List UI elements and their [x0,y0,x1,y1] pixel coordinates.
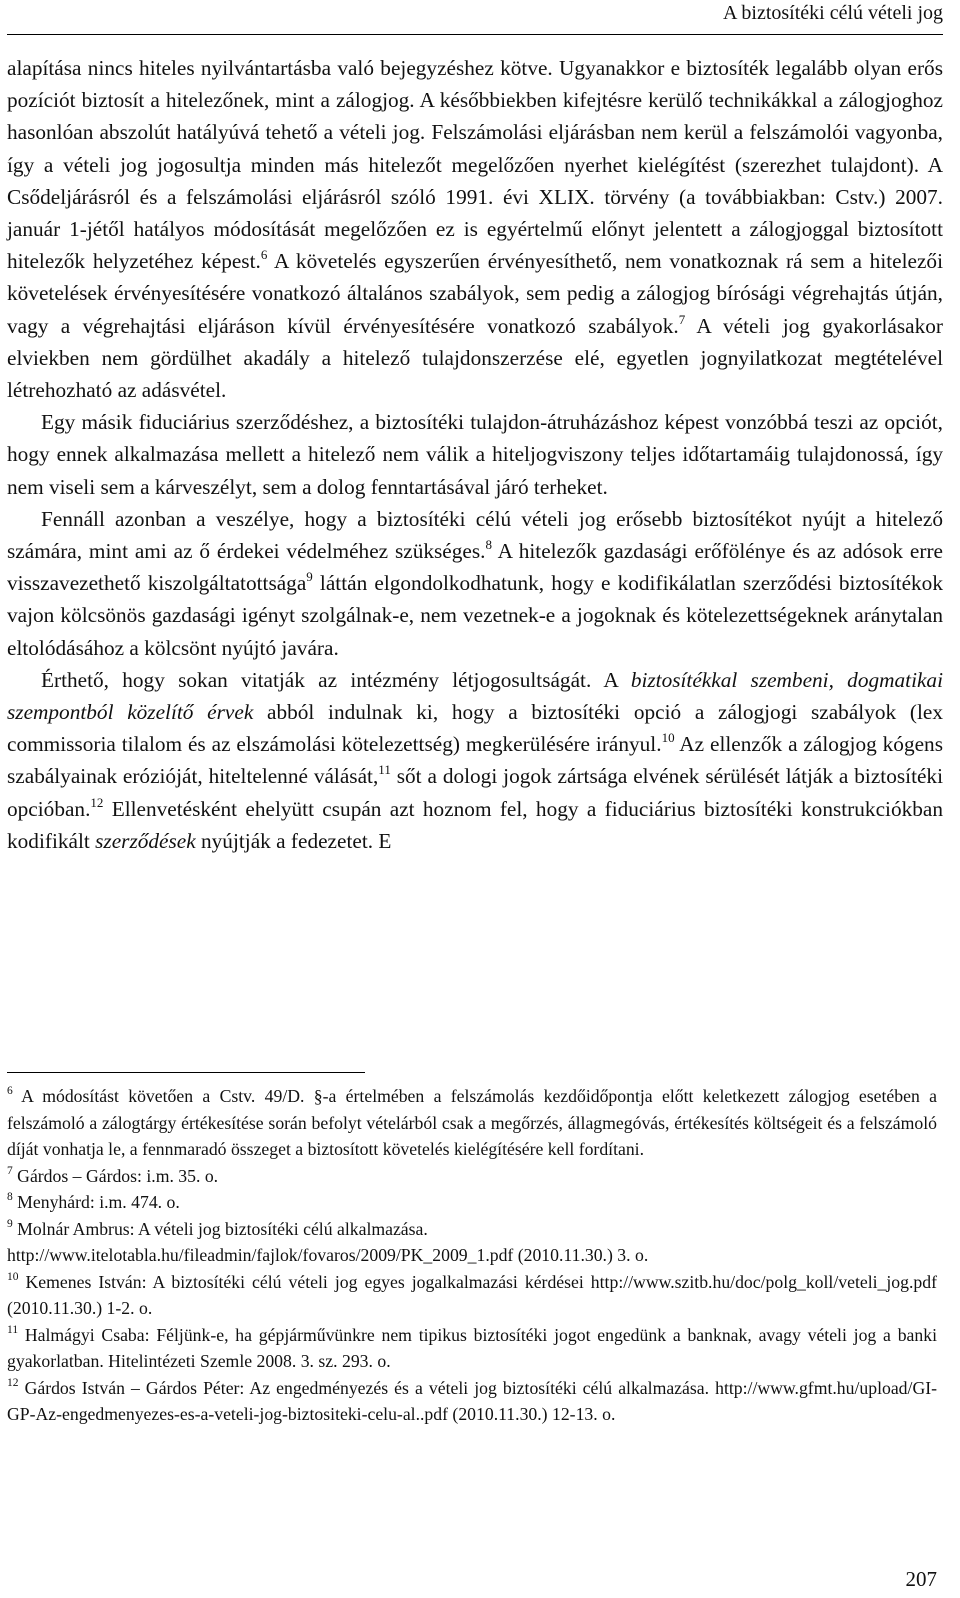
footnote-ref-9[interactable]: 9 [306,569,313,585]
footnote-ref-10[interactable]: 10 [661,730,675,746]
footnote-number: 6 [7,1085,13,1098]
paragraph-4-italic-1: biztosítékkal szembeni, dogmatikai szempontból közelítő érvek [7,667,944,725]
paragraph-2: Egy másik fiduciárius szerződéshez, a biztosítéki tulajdon-átruházáshoz képest vonzóbbá teszi az opciót, hogy ennek alkalmazása mellett a hitelező nem válik a hiteljogviszony teljes időtartamáig tulajdonossá, így nem viseli sem a kárveszélyt, sem a dolog fenntartásával járó terheket. [7,410,943,499]
paragraph-3-part-b: A hitelezők gazdasági erőfölénye és az adósok erre visszavezethető kiszolgáltatottsága [7,539,943,596]
footnotes [7,1083,937,1428]
paragraph-4-part-f: nyújtják a fedezetet. E [195,828,392,853]
footnote-separator [7,1072,365,1073]
body-text [7,52,943,857]
footnote-number: 8 [7,1191,13,1204]
footnote-ref-8[interactable]: 8 [485,536,492,552]
paragraph-3 [7,503,943,664]
running-header [7,0,943,35]
footnote-ref-11[interactable]: 11 [378,762,391,778]
footnote-text: A módosítást követően a Cstv. 49/D. §-a értelmében a felszámolás kezdőidőpontja előtt keletkezett zálogjog esetében a felszámoló a zálogtárgy értékesítése során befolyt vételárból csak a megőrzés, állagmegóvás, értékesítés költségeit és a felszámoló díját vonhatja le, a fennmaradó összeget a biztosított követelés kielégítésére kell fordítani. [7,1086,937,1159]
footnote-12 [7,1375,937,1428]
footnote-ref-12[interactable]: 12 [90,794,104,810]
paragraph-1-part-c: A vételi jog gyakorlásakor elviekben nem gördülhet akadály a hitelező tulajdonszerzése elé, egyetlen jognyilatkozat megtételével létrehozható az adásvétel. [7,313,943,403]
page-number: 207 [905,1567,937,1591]
paragraph-1-part-b: A követelés egyszerűen érvényesíthető, nem vonatkoznak rá sem a hitelezői követelések érvényesítésére vonatkozó általános szabályok, sem pedig a zálogjog bírósági végrehajtás útján, vagy a végrehajtási eljáráson kívül érvényesítésére vonatkozó szabályok. [7,249,943,338]
footnote-text: Molnár Ambrus: A vételi jog biztosítéki célú alkalmazása. [12,1218,428,1239]
footnote-number: 11 [7,1323,19,1336]
footnote-text: Halmágyi Csaba: Féljünk-e, ha gépjárművünkre nem tipikus biztosítéki jogot engedünk a banknak, avagy vételi jog a banki gyakorlatban. Hitelintézeti Szemle 2008. 3. sz. 293. o. [7,1324,937,1371]
footnote-number: 9 [7,1217,13,1230]
footnote-ref-6[interactable]: 6 [260,247,268,263]
paragraph-3-part-c: láttán elgondolkodhatunk, hogy e kodifikálatlan szerződési biztosítékok vajon kölcsönös gazdasági igényt szolgálnak-e, nem vezetnek-e a jogoknak és kötelezettségeknek aránytalan eltolódásához a kölcsönt nyújtó javára. [7,571,943,660]
paragraph-4-part-b: abból indulnak ki, hogy a biztosítéki opció a zálogjogi szabályok (lex commissoria tilalom és az elszámolási kötelezettség) megkerülésére irányul. [7,700,943,757]
footnote-7 [7,1163,937,1190]
paragraph-1 [7,52,943,406]
paragraph-3-part-a: Fennáll azonban a veszélye, hogy a biztosítéki célú vételi jog erősebb biztosítékot nyújt a hitelező számára, mint ami az ő érdekei védelméhez szükséges. [7,506,943,564]
paragraph-4-italic-2: szerződések [95,828,196,853]
running-header-title: A biztosítéki célú vételi jog [723,2,943,24]
paragraph-4 [7,664,943,857]
footnote-number: 12 [7,1376,19,1389]
footnote-number: 7 [7,1164,13,1177]
footnote-url[interactable]: http://www.itelotabla.hu/fileadmin/fajlok/fovaros/2009/PK_2009_1.pdf (2010.11.30.) 3. o. [7,1245,649,1265]
footnote-number: 10 [7,1270,19,1283]
footnote-6 [7,1083,937,1163]
paragraph-4-part-a: Érthető, hogy sokan vitatják az intézmény létjogosultságát. A [41,667,631,692]
paragraph-4-part-d: sőt a dologi jogok zártsága elvének sérülését látják a biztosítéki opcióban. [7,764,943,821]
footnote-text: Gárdos – Gárdos: i.m. 35. o. [12,1165,219,1186]
footnote-text: Gárdos István – Gárdos Péter: Az engedményezés és a vételi jog biztosítéki célú alkalmazása. http://www.gfmt.hu/upload/GI-GP-Az-engedmenyezes-es-a-veteli-jog-biztositeki-celu-al..pdf (2010.11.30.) 12-13. o. [7,1377,937,1424]
footnote-10 [7,1269,937,1322]
paragraph-4-part-c: Az ellenzők a zálogjog kógens szabályainak erózióját, hiteltelenné válását, [7,732,943,789]
footnote-8 [7,1189,937,1216]
footnote-ref-7[interactable]: 7 [678,311,686,327]
footnote-text: Kemenes István: A biztosítéki célú vételi jog egyes jogalkalmazási kérdései http://www.szitb.hu/doc/polg_koll/veteli_jog.pdf (2010.11.30.) 1-2. o. [7,1271,937,1318]
footnote-11 [7,1322,937,1375]
footnote-text: Menyhárd: i.m. 474. o. [12,1192,180,1212]
paragraph-4-part-e: Ellenvetésként ehelyütt csupán azt hoznom fel, hogy a fiduciárius biztosítéki konstrukciókban kodifikált [7,796,943,853]
paragraph-1-part-a: alapítása nincs hiteles nyilvántartásba való bejegyzéshez kötve. Ugyanakkor e biztosíték legalább olyan erős pozíciót biztosít a hitelezőnek, mint a zálogjog. A későbbiekben kifejtésre kerülő technikákkal a zálogjoghoz hasonlóan abszolút hatályúvá tehető a vételi jog. Felszámolási eljárásban nem kerül a felszámolói vagyonba, így a vételi jog jogosultja minden más hitelezőt megelőzően nyerhet kielégítést (szerezhet tulajdont). A Csődeljárásról és a felszámolási eljárásról szóló 1991. évi XLIX. törvény (a továbbiakban: Cstv.) 2007. január 1-jétől hatályos módosítását megelőzően ez is egyértelmű előnyt jelentett a zálogjoggal biztosított hitelezők helyzetéhez képest. [7,56,943,274]
footnote-9 [7,1216,937,1269]
